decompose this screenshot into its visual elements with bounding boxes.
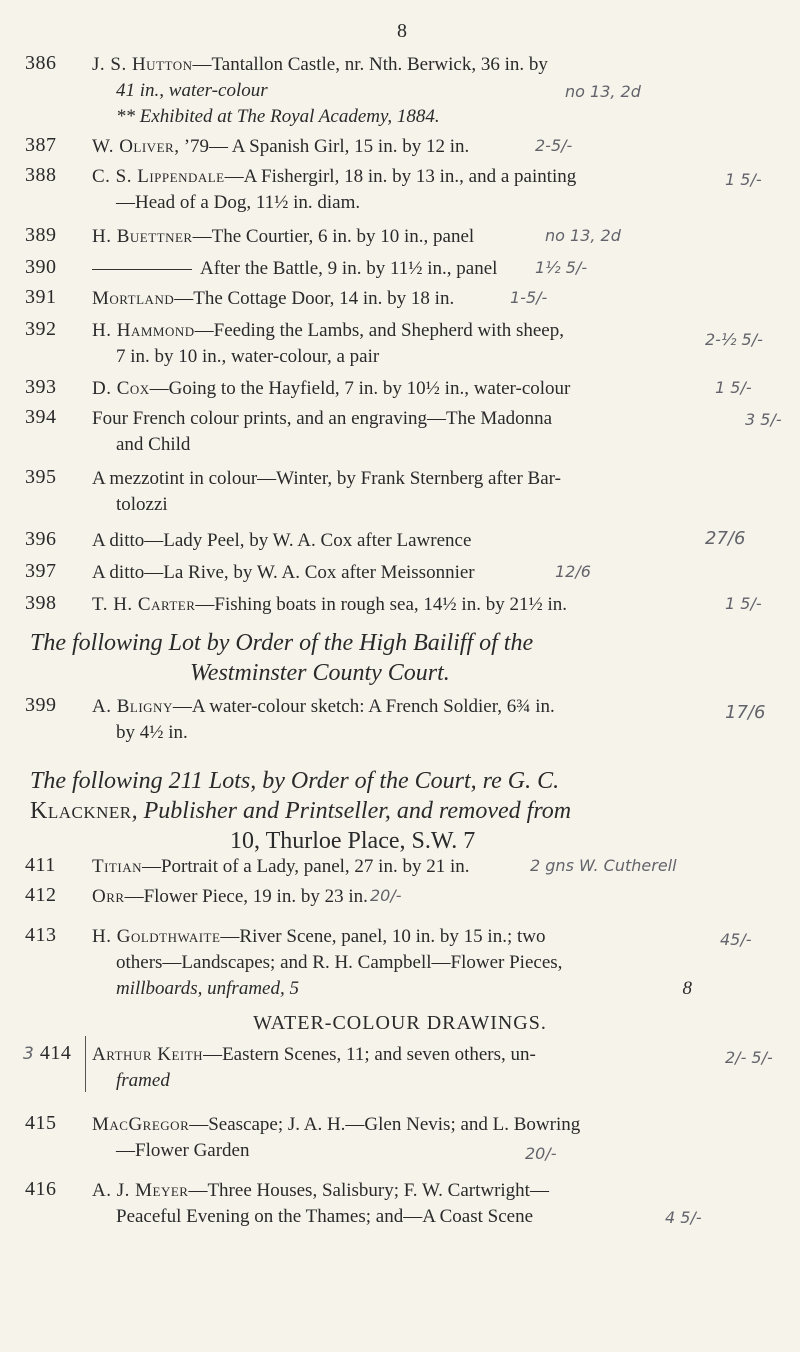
lot-description-cont: Peaceful Evening on the Thames; and—A Coast Scene bbox=[116, 1206, 534, 1227]
lot-number: 389 bbox=[25, 224, 57, 246]
lot-number: 415 bbox=[25, 1112, 57, 1134]
handwritten-price: 1 5/- bbox=[715, 378, 752, 397]
header-line: Westminster County Court. bbox=[190, 660, 450, 686]
handwritten-price: 2-5/- bbox=[535, 136, 573, 155]
lot-number: 395 bbox=[25, 466, 57, 488]
handwritten-price: 27/6 bbox=[705, 528, 746, 549]
lot-count: 8 bbox=[682, 978, 692, 999]
lot-number: 414 bbox=[39, 1042, 72, 1064]
lot-description: —Fishing boats in rough sea, 14½ in. by 21½ in. bbox=[195, 594, 567, 615]
lot-number: 387 bbox=[25, 134, 57, 156]
lot-note: ** Exhibited at The Royal Academy, 1884. bbox=[116, 106, 440, 127]
lot-description-cont: by 4½ in. bbox=[116, 722, 188, 743]
lot-description: —The Cottage Door, 14 in. by 18 in. bbox=[174, 288, 455, 309]
handwritten-price: no 13, 2d bbox=[565, 82, 641, 101]
handwritten-price: 20/- bbox=[370, 886, 402, 905]
header-line: , Publisher and Printseller, and removed from bbox=[131, 798, 572, 824]
lot-number: 386 bbox=[25, 52, 57, 74]
handwritten-price: 2/- 5/- bbox=[725, 1048, 773, 1067]
artist-name: H. Goldthwaite bbox=[92, 926, 221, 947]
header-name: Klackner bbox=[30, 798, 132, 824]
handwritten-mark: 3 bbox=[23, 1044, 35, 1064]
artist-name: H. Buettner bbox=[92, 226, 193, 247]
bracket-mark bbox=[85, 1036, 87, 1092]
lot-number: 397 bbox=[25, 560, 57, 582]
handwritten-price: 3 5/- bbox=[745, 410, 782, 429]
handwritten-price: no 13, 2d bbox=[545, 226, 621, 245]
section-header-bailiff bbox=[30, 628, 770, 688]
lot-description-cont: —Flower Garden bbox=[116, 1140, 250, 1161]
section-header-court bbox=[30, 766, 770, 856]
lot-description-cont: 41 in., water-colour bbox=[116, 80, 268, 101]
artist-name: Mortland bbox=[92, 288, 175, 309]
handwritten-price: 20/- bbox=[525, 1144, 557, 1163]
lot-description-cont: millboards, unframed, 5 bbox=[116, 978, 299, 999]
lot-number: 411 bbox=[25, 854, 56, 876]
handwritten-price: 1½ 5/- bbox=[535, 258, 588, 277]
lot-number: 413 bbox=[25, 924, 57, 946]
handwritten-price: 2-½ 5/- bbox=[705, 330, 763, 349]
lot-description: —The Courtier, 6 in. by 10 in., panel bbox=[192, 226, 475, 247]
lot-description: —Portrait of a Lady, panel, 27 in. by 21 in. bbox=[141, 856, 470, 877]
ditto-rule bbox=[92, 269, 192, 270]
artist-name: C. S. Lippendale bbox=[92, 166, 225, 187]
artist-name: H. Hammond bbox=[92, 320, 195, 341]
artist-name: Orr bbox=[92, 886, 125, 907]
lot-description-cont: —Head of a Dog, 11½ in. diam. bbox=[116, 192, 361, 213]
lot-number: 398 bbox=[25, 592, 57, 614]
lot-description-cont: tolozzi bbox=[116, 494, 168, 515]
handwritten-price: 2 gns W. Cutherell bbox=[530, 856, 677, 875]
lot-description: —Feeding the Lambs, and Shepherd with sheep, bbox=[194, 320, 564, 341]
section-title: WATER-COLOUR DRAWINGS. bbox=[253, 1012, 547, 1034]
lot-description: —A Fishergirl, 18 in. by 13 in., and a painting bbox=[224, 166, 577, 187]
lot-description: A ditto—Lady Peel, by W. A. Cox after Lawrence bbox=[92, 530, 472, 551]
lot-description: —Seascape; J. A. H.—Glen Nevis; and L. Bowring bbox=[189, 1114, 581, 1135]
lot-number: 391 bbox=[25, 286, 57, 308]
lot-description: , ’79— A Spanish Girl, 15 in. by 12 in. bbox=[174, 136, 470, 157]
handwritten-price: 1-5/- bbox=[510, 288, 548, 307]
lot-description-cont: others—Landscapes; and R. H. Campbell—Flower Pieces, bbox=[116, 952, 563, 973]
lot-description: —Eastern Scenes, 11; and seven others, un- bbox=[203, 1044, 536, 1065]
lot-description-cont: framed bbox=[116, 1070, 170, 1091]
lot-number: 396 bbox=[25, 528, 57, 550]
lot-number: 392 bbox=[25, 318, 57, 340]
header-line: 10, Thurloe Place, S.W. 7 bbox=[230, 828, 476, 854]
lot-number: 393 bbox=[25, 376, 57, 398]
lot-description: A ditto—La Rive, by W. A. Cox after Meissonnier bbox=[92, 562, 475, 583]
artist-name: Arthur Keith bbox=[92, 1044, 204, 1065]
lot-description: —A water-colour sketch: A French Soldier, 6¾ in. bbox=[172, 696, 555, 717]
lot-description: Four French colour prints, and an engraving—The Madonna bbox=[92, 408, 553, 429]
artist-name: Titian bbox=[92, 856, 142, 877]
lot-number: 399 bbox=[25, 694, 57, 716]
lot-description: —Going to the Hayfield, 7 in. by 10½ in., water-colour bbox=[149, 378, 571, 399]
lot-description: —River Scene, panel, 10 in. by 15 in.; two bbox=[220, 926, 546, 947]
artist-name: MacGregor bbox=[92, 1114, 190, 1135]
lot-description: A mezzotint in colour—Winter, by Frank Sternberg after Bar- bbox=[92, 468, 561, 489]
handwritten-price: 1 5/- bbox=[725, 170, 762, 189]
artist-name: D. Cox bbox=[92, 378, 150, 399]
lot-description-cont: 7 in. by 10 in., water-colour, a pair bbox=[116, 346, 380, 367]
artist-name: T. H. Carter bbox=[92, 594, 196, 615]
handwritten-price: 45/- bbox=[720, 930, 752, 949]
artist-name: A. Bligny bbox=[92, 696, 173, 717]
header-line: The following 211 Lots, by Order of the Court, re G. C. bbox=[30, 768, 560, 794]
lot-number: 394 bbox=[25, 406, 57, 428]
handwritten-price: 17/6 bbox=[725, 702, 766, 723]
lot-number: 390 bbox=[25, 256, 57, 278]
handwritten-price: 4 5/- bbox=[665, 1208, 702, 1227]
artist-name: J. S. Hutton bbox=[92, 54, 193, 75]
lot-number: 412 bbox=[25, 884, 57, 906]
lot-description-cont: and Child bbox=[116, 434, 191, 455]
lot-number: 416 bbox=[25, 1178, 57, 1200]
artist-name: W. Oliver bbox=[92, 136, 175, 157]
page-number: 8 bbox=[397, 20, 407, 42]
handwritten-price: 12/6 bbox=[555, 562, 591, 581]
lot-number: 388 bbox=[25, 164, 57, 186]
artist-name: A. J. Meyer bbox=[92, 1180, 189, 1201]
handwritten-price: 1 5/- bbox=[725, 594, 762, 613]
lot-description: —Tantallon Castle, nr. Nth. Berwick, 36 in. by bbox=[192, 54, 548, 75]
header-line: The following Lot by Order of the High Bailiff of the bbox=[30, 630, 534, 656]
lot-description: —Flower Piece, 19 in. by 23 in. bbox=[124, 886, 368, 907]
lot-description: —Three Houses, Salisbury; F. W. Cartwright— bbox=[188, 1180, 549, 1201]
lot-description: After the Battle, 9 in. by 11½ in., panel bbox=[200, 258, 498, 279]
